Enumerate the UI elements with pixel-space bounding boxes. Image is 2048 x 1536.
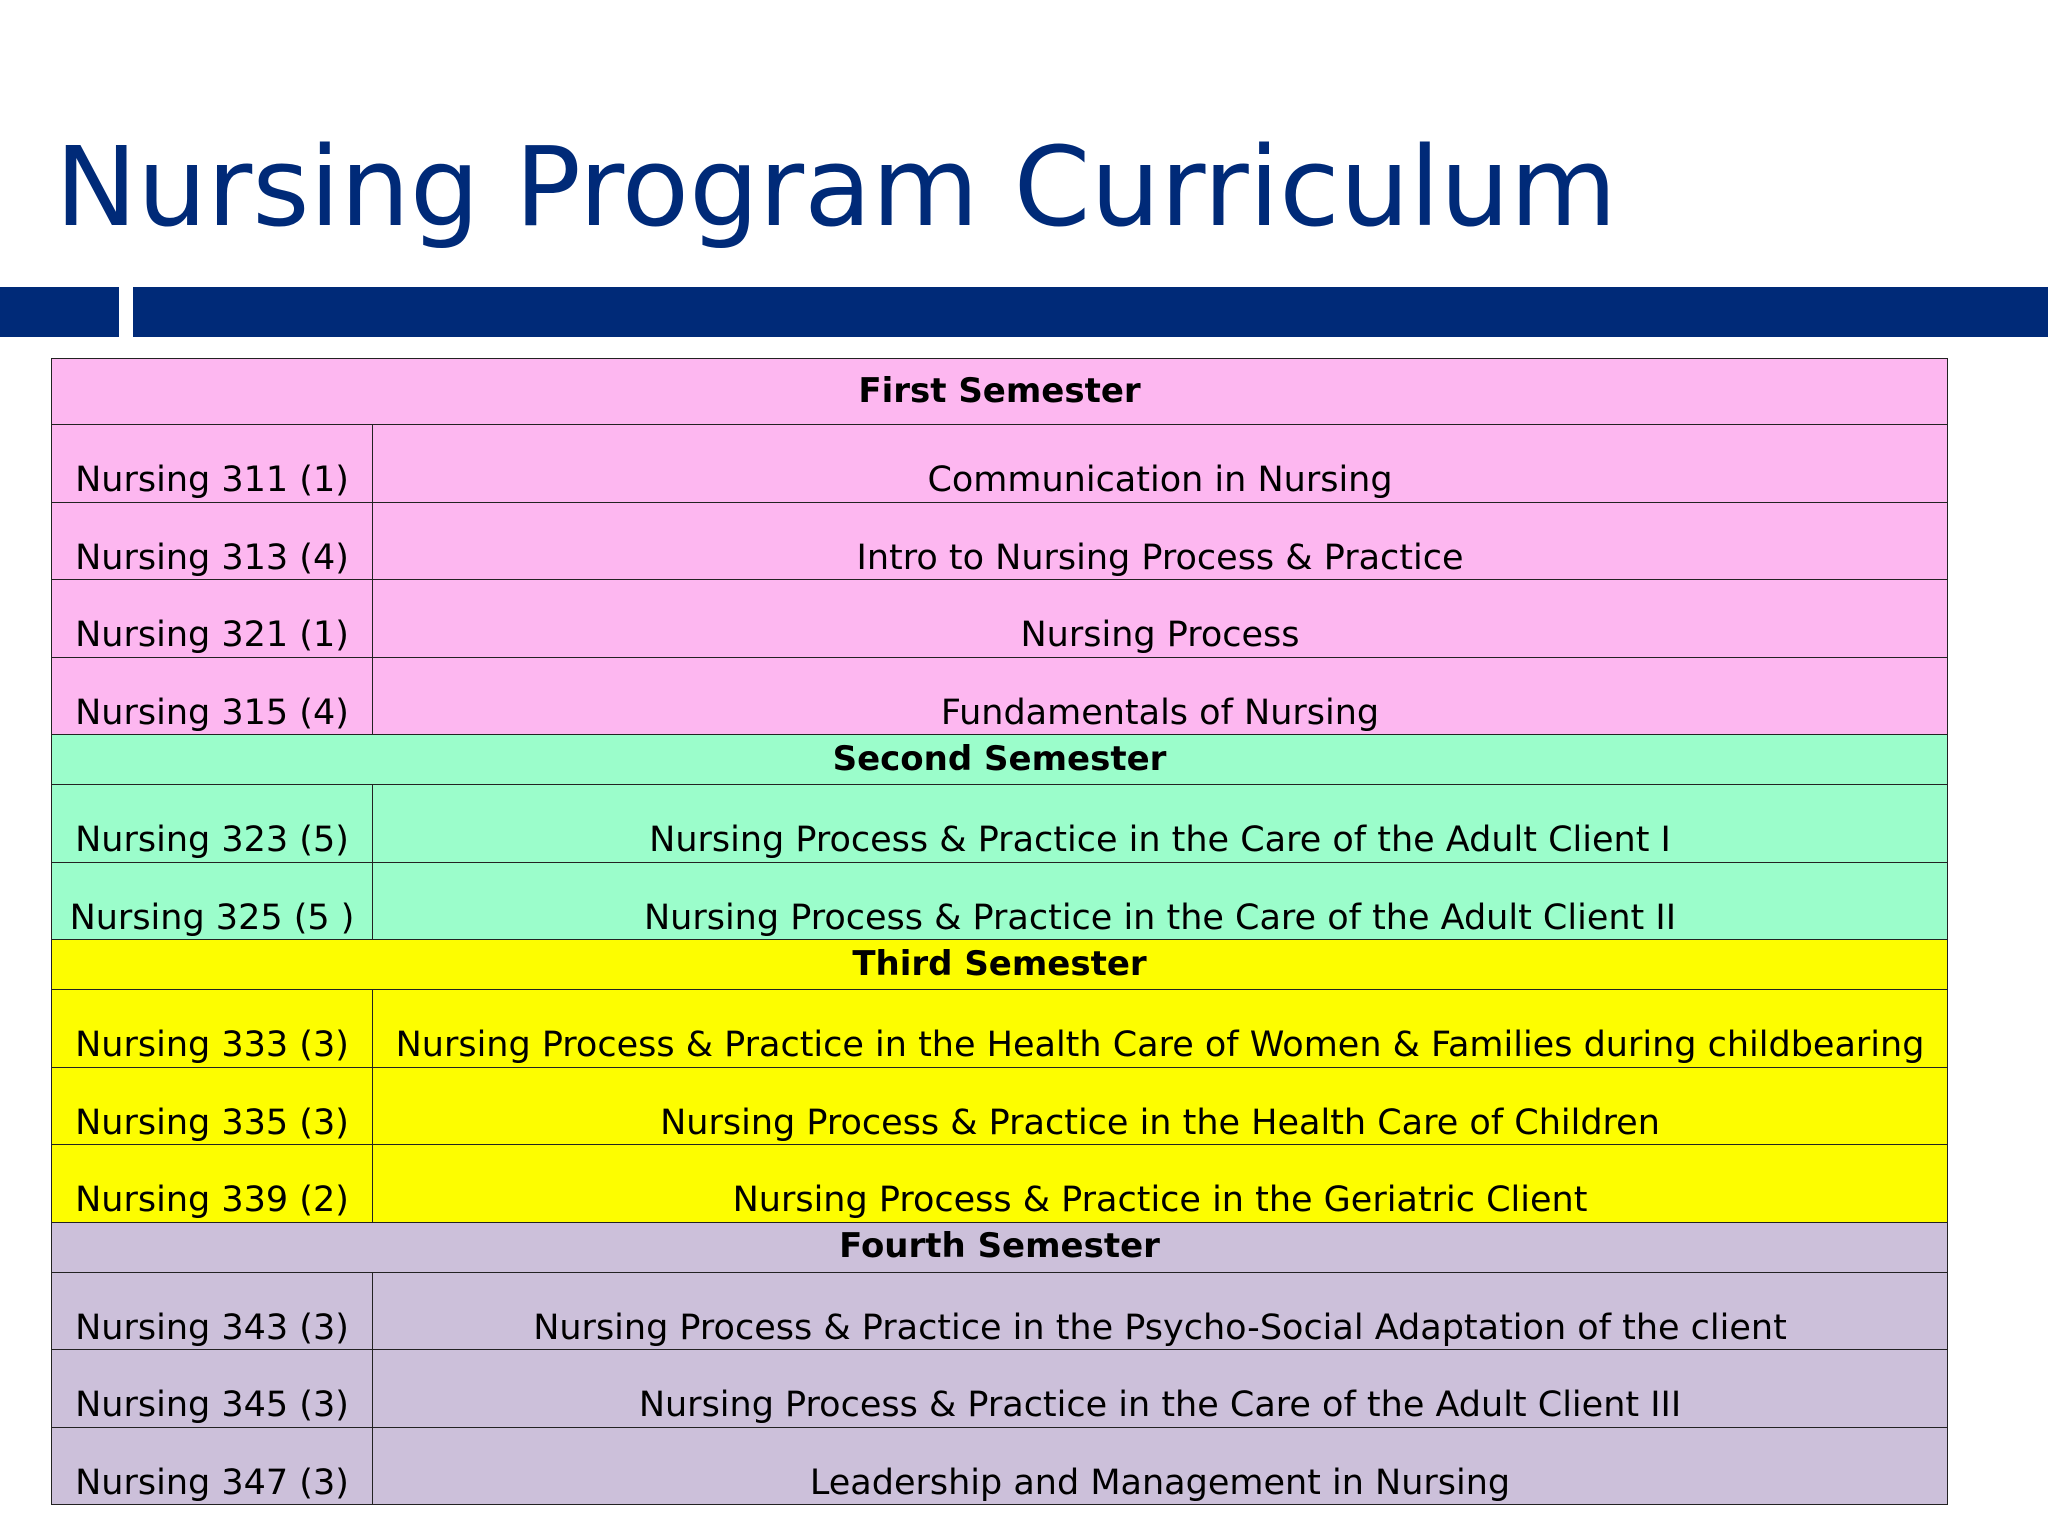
course-code: Nursing 325 (5 ) [52, 862, 373, 940]
course-code: Nursing 333 (3) [52, 990, 373, 1068]
course-title: Nursing Process & Practice in the Geriatric Client [373, 1145, 1948, 1223]
course-title: Nursing Process & Practice in the Care of the Adult Client II [373, 862, 1948, 940]
course-row [52, 990, 1948, 1068]
semester-heading: Second Semester [52, 735, 1948, 785]
course-title: Nursing Process & Practice in the Psycho-Social Adaptation of the client [373, 1272, 1948, 1350]
course-code: Nursing 335 (3) [52, 1067, 373, 1145]
semester-heading-row [52, 940, 1948, 990]
course-row [52, 785, 1948, 863]
semester-heading: First Semester [52, 359, 1948, 425]
course-title: Communication in Nursing [373, 425, 1948, 503]
course-row [52, 1272, 1948, 1350]
course-row [52, 862, 1948, 940]
course-title: Nursing Process & Practice in the Health Care of Children [373, 1067, 1948, 1145]
semester-heading: Third Semester [52, 940, 1948, 990]
course-title: Fundamentals of Nursing [373, 657, 1948, 735]
semester-heading: Fourth Semester [52, 1222, 1948, 1272]
course-title: Nursing Process & Practice in the Care of the Adult Client III [373, 1350, 1948, 1428]
course-code: Nursing 343 (3) [52, 1272, 373, 1350]
course-code: Nursing 311 (1) [52, 425, 373, 503]
course-row [52, 1067, 1948, 1145]
course-title: Nursing Process & Practice in the Health Care of Women & Families during childbearing [373, 990, 1948, 1068]
course-row [52, 1427, 1948, 1505]
course-row [52, 502, 1948, 580]
course-row [52, 425, 1948, 503]
title-underline-band-left [0, 287, 119, 337]
curriculum-table [51, 358, 1948, 1505]
course-code: Nursing 323 (5) [52, 785, 373, 863]
semester-heading-row [52, 359, 1948, 425]
course-row [52, 580, 1948, 658]
course-row [52, 1145, 1948, 1223]
course-code: Nursing 339 (2) [52, 1145, 373, 1223]
course-title: Nursing Process & Practice in the Care of the Adult Client I [373, 785, 1948, 863]
semester-heading-row [52, 1222, 1948, 1272]
course-row [52, 1350, 1948, 1428]
course-title: Intro to Nursing Process & Practice [373, 502, 1948, 580]
course-code: Nursing 315 (4) [52, 657, 373, 735]
title-underline-band-right [133, 287, 2048, 337]
course-title: Nursing Process [373, 580, 1948, 658]
semester-heading-row [52, 735, 1948, 785]
course-code: Nursing 345 (3) [52, 1350, 373, 1428]
course-code: Nursing 347 (3) [52, 1427, 373, 1505]
course-code: Nursing 321 (1) [52, 580, 373, 658]
slide-title: Nursing Program Curriculum [55, 123, 1617, 251]
course-title: Leadership and Management in Nursing [373, 1427, 1948, 1505]
course-row [52, 657, 1948, 735]
course-code: Nursing 313 (4) [52, 502, 373, 580]
